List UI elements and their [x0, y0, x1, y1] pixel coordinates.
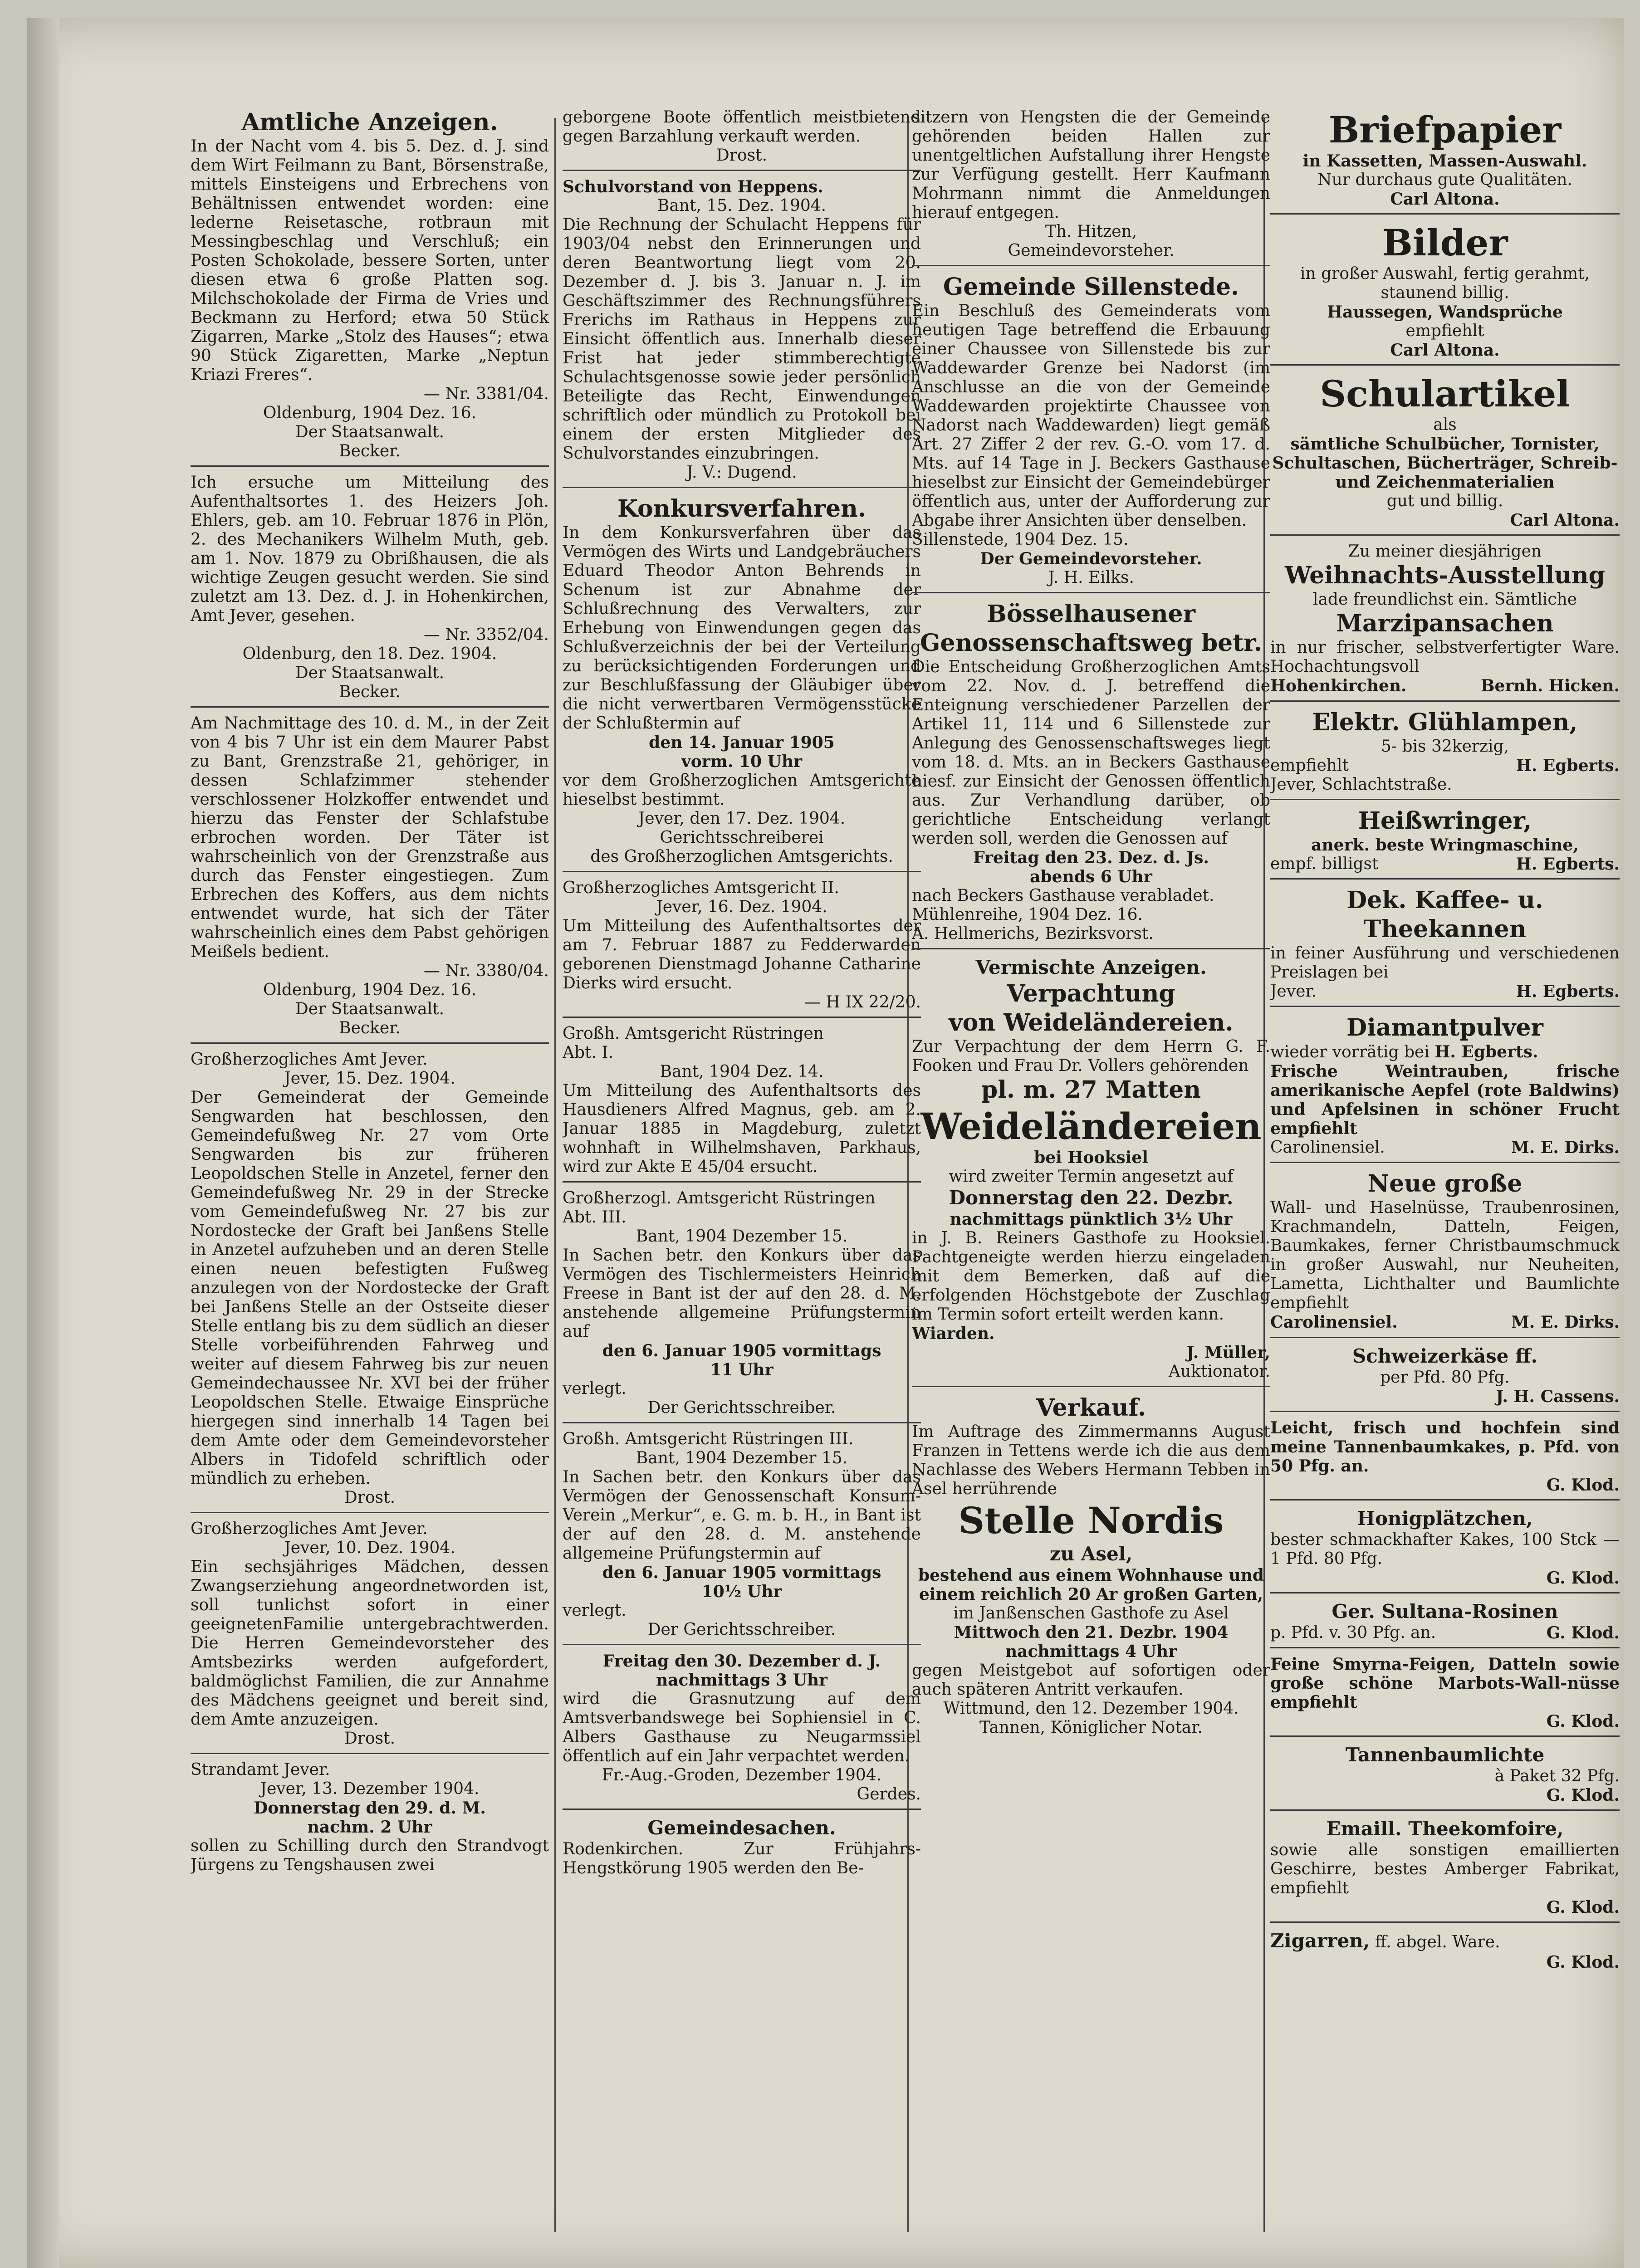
notice-signature: Becker.: [339, 683, 401, 701]
advert-text: Leicht, frisch und hochfein sind meine Tannenbaumkakes, p. Pfd. von 50 Pfg. an.: [1270, 1418, 1620, 1476]
advert-title: Emaill. Theekomfoire,: [1326, 1818, 1564, 1840]
notice-signature: Drost.: [716, 146, 768, 165]
honig-advert: [1270, 1503, 1620, 1593]
advert-title: Dek. Kaffee- u. Theekannen: [1346, 886, 1543, 943]
notice-signature: A. Hellmerichs, Bezirksvorst.: [912, 924, 1154, 943]
advert-signature: G. Klod.: [1546, 1569, 1620, 1588]
notice-date: Jever, den 17. Dez. 1904.: [638, 809, 846, 828]
notice-text: Die Rechnung der Schulacht Heppens für 1903/04 nebst den Erinnerungen und deren Beantwortung liegt vom 20. Dezember d. J. bis 3. Januar n. J. im Geschäftszimmer des Rechnungsführers Frerichs im Rathaus in Heppens zur Einsicht öffentlich aus. Innerhalb dieser Frist hat jeder stimmberechtigte Schulachtsgenosse sowie jeder persönlich Beteiligte das Recht, Einwendungen schriftlich oder mündlich zu Protokoll bei einem der ersten Mitglieder des Schulvorstandes einzubringen.: [563, 215, 921, 463]
advert-signature: H. Egberts.: [1516, 756, 1620, 775]
advert-text: als: [1433, 415, 1457, 434]
notice-signature: Gerdes.: [857, 1785, 921, 1804]
grass-lease-notice: [563, 1648, 921, 1810]
notice-text: In Sachen betr. den Konkurs über das Vermögen des Tischlermeisters Heinrich Freese in Bant ist der auf den 28. d. M. anstehende allgemeine Prüfungstermin auf: [563, 1246, 921, 1341]
pacht-advert: [912, 952, 1270, 1387]
advert-text: im Janßenschen Gasthofe zu Asel: [953, 1604, 1229, 1623]
advert-signature: Carl Altona.: [1390, 190, 1500, 209]
lichte-advert: [1270, 1740, 1620, 1811]
burglary-notice: [191, 710, 549, 1044]
advert-text: 5- bis 32kerzig,: [1381, 737, 1509, 756]
advert-text: in großer Auswahl, fertig gerahmt, staunend billig.: [1300, 264, 1590, 302]
event-date: den 6. Januar 1905 vormittags: [602, 1341, 881, 1360]
neue-advert: [1270, 1166, 1620, 1338]
advert-place: Carolinensiel.: [1270, 1138, 1385, 1157]
advert-title: Briefpapier: [1328, 108, 1562, 151]
advert-signature: G. Klod.: [1546, 1953, 1620, 1972]
advert-text: Zur Verpachtung der dem Herrn G. F. Fooken und Frau Dr. Vollers gehörenden: [912, 1037, 1270, 1075]
notice-date: Oldenburg, den 18. Dez. 1904.: [242, 645, 497, 663]
zigarren-advert: [1270, 1926, 1620, 1976]
reference-number: — Nr. 3352/04.: [423, 626, 549, 644]
event-date: Mittwoch den 21. Dezbr. 1904: [954, 1623, 1229, 1642]
advert-signature: G. Klod.: [1546, 1476, 1620, 1495]
advert-title: Neue große: [1367, 1170, 1523, 1198]
notice-signature: J. V.: Dugend.: [686, 463, 797, 482]
strand-notice-continued: [563, 104, 921, 171]
hengst-notice-continued: [912, 104, 1270, 266]
notice-text: Rodenkirchen. Zur Frühjahrs-Hengstkörung 1905 werden den Be-: [563, 1840, 921, 1877]
notice-office: Großherzogliches Amtsgericht II.: [563, 879, 839, 897]
notice-text: sollen zu Schilling durch den Strandvogt Jürgens zu Tengshausen zwei: [191, 1837, 549, 1874]
notice-office: des Großherzoglichen Amtsgerichts.: [590, 847, 893, 866]
advert-address: Jever, Schlachtstraße.: [1270, 775, 1452, 794]
event-time: 11 Uhr: [710, 1360, 773, 1379]
notice-text: In der Nacht vom 4. bis 5. Dez. d. J. sind dem Wirt Feilmann zu Bant, Börsenstraße, mittels Einsteigens und Erbrechens von Behältnissen entwendet worden: eine lederne Reisetasche, rotbraun mit Messingbeschlag und Verschluß; ein Posten Schokolade, bessere Sorten, unter diesen etwa 6 große Platten sog. Milchschokolade der Firma de Vries und Beckmann zu Herford; etwa 50 Stück Zigarren, Marke „Stolz des Hauses“; etwa 90 Stück Zigaretten, Marke „Neptun Kriazi Freres“.: [191, 137, 549, 384]
advert-place: Jever.: [1270, 982, 1317, 1001]
advert-signature: G. Klod.: [1546, 1786, 1620, 1805]
advert-text: bester schmackhafter Kakes, 100 Stck — 1 Pfd. 80 Pfg.: [1270, 1530, 1620, 1568]
notice-department: Abt. III.: [563, 1208, 627, 1227]
advert-subtitle: Marzipansachen: [1336, 610, 1554, 637]
advert-description: bestehend aus einem Wohnhause und einem reichlich 20 Ar großen Garten,: [918, 1566, 1264, 1604]
advert-place: Carolinensiel.: [1270, 1313, 1398, 1332]
notice-office: Großherzogliches Amt Jever.: [191, 1520, 428, 1538]
event-date: Donnerstag den 22. Dezbr.: [949, 1187, 1234, 1209]
notice-date: Oldenburg, 1904 Dez. 16.: [263, 404, 477, 422]
notice-office: Großh. Amtsgericht Rüstringen: [563, 1024, 824, 1043]
event-time: nachm. 2 Uhr: [307, 1818, 432, 1837]
notice-signature: Becker.: [339, 442, 401, 460]
advert-title: Elektr. Glühlampen,: [1312, 709, 1578, 736]
advert-title: Tannenbaumlichte: [1345, 1744, 1545, 1766]
notice-department: Abt. I.: [563, 1043, 614, 1062]
advert-title: Zigarren,: [1270, 1930, 1370, 1952]
event-time: abends 6 Uhr: [1030, 867, 1152, 886]
email-advert: [1270, 1813, 1620, 1923]
advert-text: ff. abgel. Ware.: [1375, 1933, 1500, 1951]
kannen-advert: [1270, 882, 1620, 1007]
event-time: nachmittags pünktlich 3½ Uhr: [950, 1210, 1233, 1229]
advert-subtitle: Haussegen, Wandsprüche: [1327, 303, 1563, 322]
event-time: vorm. 10 Uhr: [681, 752, 803, 771]
notice-text: nach Beckers Gasthause verabladet.: [912, 886, 1214, 905]
notice-date: Bant, 1904 Dez. 14.: [660, 1062, 824, 1081]
notice-text: wird die Grasnutzung auf dem Amtsverbandswege bei Sophiensiel in C. Albers Gasthause zu Neugarmssiel öffentlich auf ein Jahr verpachtet werden.: [563, 1690, 921, 1765]
kaese-advert: [1270, 1341, 1620, 1412]
advert-text: in feiner Ausführung und verschiedenen Preislagen bei: [1270, 944, 1620, 982]
section-header: Bösselhausener: [987, 600, 1195, 628]
baumkakes-advert: [1270, 1415, 1620, 1501]
rosinen-advert: [1270, 1596, 1620, 1648]
notice-date: Jever, 13. Dezember 1904.: [260, 1779, 480, 1798]
theft-notice: [191, 104, 549, 467]
strand-notice: [191, 1757, 549, 1879]
advert-title: Schweizerkäse ff.: [1352, 1345, 1538, 1367]
advert-role: Auktionator.: [1168, 1362, 1270, 1381]
road-notice: [191, 1046, 549, 1513]
column-2: [563, 104, 921, 2241]
weihnachts-advert: [1270, 538, 1620, 702]
column-4: [1270, 104, 1620, 2241]
notice-header: Schulvorstand von Heppens.: [563, 177, 823, 196]
witness-search-notice: [191, 469, 549, 708]
advert-price: à Paket 32 Pfg.: [1494, 1767, 1620, 1785]
advert-title: Schulartikel: [1320, 372, 1570, 415]
advert-title: Diamantpulver: [1346, 1014, 1543, 1041]
notice-date: Bant, 1904 Dezember 15.: [636, 1227, 848, 1246]
notice-text: sitzern von Hengsten die der Gemeinde gehörenden beiden Hallen zur unentgeltlichen Aufstallung ihrer Hengste zur Verfügung gestellt. Herr Kaufmann Mohrmann nimmt die Anmeldungen hierauf entgegen.: [912, 108, 1270, 222]
notice-text: In Sachen betr. den Konkurs über das Vermögen der Genossenschaft Konsum-Verein „Merkur“, e. G. m. b. H., in Bant ist der auf den 28. d. M. anstehende allgemeine Prüfungstermin auf: [563, 1468, 921, 1563]
notice-date: Jever, 10. Dez. 1904.: [284, 1539, 455, 1557]
briefpapier-advert: [1270, 104, 1620, 215]
court-notice-ii: [563, 875, 921, 1018]
advert-text: wird zweiter Termin angesetzt auf: [949, 1167, 1234, 1186]
event-time: 10½ Uhr: [701, 1582, 782, 1601]
section-header: Gemeindesachen.: [647, 1817, 836, 1839]
column-3: [912, 104, 1270, 2241]
advert-text: wieder vorrätig bei: [1270, 1043, 1429, 1061]
verkauf-advert: [912, 1390, 1270, 1742]
advert-text: lade freundlichst ein. Sämtliche: [1312, 590, 1577, 609]
advert-place: Wittmund, den 12. Dezember 1904.: [943, 1699, 1239, 1718]
notice-text: verlegt.: [563, 1601, 627, 1620]
advert-text: in nur frischer, selbstverfertigter Ware. Hochachtungsvoll: [1270, 638, 1620, 676]
advert-text: empf. billigst: [1270, 855, 1379, 873]
advert-text: Nur durchaus gute Qualitäten.: [1317, 171, 1572, 189]
advert-signature: G. Klod.: [1546, 1898, 1620, 1917]
notice-signature: Becker.: [339, 1019, 401, 1037]
advert-location: bei Hooksiel: [1034, 1148, 1148, 1167]
advert-signature: J. Müller,: [1186, 1343, 1270, 1362]
event-date: den 6. Januar 1905 vormittags: [602, 1563, 881, 1582]
advert-title: Bilder: [1382, 221, 1508, 264]
advert-title: von Weideländereien.: [949, 1009, 1234, 1036]
notice-text: Um Mitteilung des Aufenthaltsorts des Hausdieners Alfred Magnus, geb. am 2. Januar 1885 in Magdeburg, zuletzt wohnhaft in Wilhelmshaven, Parkhaus, wird zur Akte E 45/04 ersucht.: [563, 1081, 921, 1176]
advert-text: gegen Meistgebot auf sofortigen oder auch späteren Antritt verkaufen.: [912, 1661, 1270, 1699]
advert-text: in J. B. Reiners Gasthofe zu Hooksiel. Pachtgeneigte werden hierzu eingeladen mit dem Bemerken, daß auf die erfolgenden Höchstgebote der Zuschlag im Termin sofort erteilt werden kann.: [912, 1229, 1270, 1324]
notice-text: In dem Konkursverfahren über das Vermögen des Wirts und Landgebräuchers Eduard Theodor Anton Behrends in Schenum ist zur Abnahme der Schlußrechnung des Verwalters, zur Erhebung von Einwendungen gegen das Schlußverzeichnis der bei der Verteilung zu berücksichtigenden Forderungen und zur Beschlußfassung der Gläubiger über die nicht verwertbaren Vermögensstücke der Schlußtermin auf: [563, 523, 921, 733]
page-binding: [27, 18, 59, 2268]
advert-signature: Tannen, Königlicher Notar.: [979, 1718, 1203, 1737]
advert-signature: M. E. Dirks.: [1511, 1138, 1620, 1157]
notice-text: Um Mitteilung des Aufenthaltsortes der am 7. Februar 1887 zu Fedderwarden geborenen Dienstmagd Johanne Catharine Dierks wird ersucht.: [563, 917, 921, 992]
feigen-advert: [1270, 1651, 1620, 1737]
advert-signature: G. Klod.: [1546, 1623, 1620, 1642]
notice-office: Strandamt Jever.: [191, 1760, 330, 1779]
notice-date: Fr.-Aug.-Groden, Dezember 1904.: [602, 1766, 882, 1784]
notice-office: Der Staatsanwalt.: [295, 423, 445, 441]
advert-title: Verkauf.: [1036, 1394, 1146, 1422]
section-header: Vermischte Anzeigen.: [975, 956, 1207, 978]
notice-role: Gemeindevorsteher.: [1008, 241, 1175, 260]
school-notice: [563, 174, 921, 488]
notice-text: geborgene Boote öffentlich meistbietend gegen Barzahlung verkauft werden.: [563, 108, 921, 146]
reference-number: — Nr. 3381/04.: [423, 385, 549, 403]
event-date: Freitag den 23. Dez. d. Js.: [973, 848, 1209, 867]
notice-text: Ein Beschluß des Gemeinderats vom heutigen Tage betreffend die Erbauung einer Chaussee von Sillenstede bis zur Waddewarder Grenze bei Nadorst (im Anschlusse an die von der Gemeinde Waddewarden projektirte Chaussee von Nadorst nach Waddewarden) liegt gemäß Art. 27 Ziffer 2 der rev. G.-O. vom 17. d. Mts. auf 14 Tage in J. Beckers Gasthause hieselbst zur Einsicht der Gemeindebürger öffentlich aus, unter der Aufforderung zur Abgabe ihrer Ansichten über denselben.: [912, 302, 1270, 530]
advert-signature: Bernh. Hicken.: [1481, 676, 1620, 695]
notice-signature: Th. Hitzen,: [1045, 222, 1137, 241]
advert-title: Verpachtung: [1007, 980, 1175, 1007]
advert-price: p. Pfd. v. 30 Pfg. an.: [1270, 1623, 1436, 1642]
notice-date: Jever, 16. Dez. 1904.: [656, 898, 827, 916]
schulartikel-advert: [1270, 368, 1620, 536]
advert-title: Heißwringer,: [1358, 807, 1532, 835]
notice-date: Bant, 15. Dez. 1904.: [657, 196, 827, 215]
notice-office: Großherzogliches Amt Jever.: [191, 1050, 428, 1069]
advert-signature: G. Klod.: [1546, 1712, 1620, 1731]
notice-date: Oldenburg, 1904 Dez. 16.: [263, 981, 477, 999]
court-notice-ruestringen-iii-merkur: [563, 1426, 921, 1645]
notice-text: vor dem Großherzoglichen Amtsgerichte hieselbst bestimmt.: [563, 771, 921, 809]
advert-signature: H. Egberts.: [1434, 1042, 1538, 1061]
event-date: den 14. Januar 1905: [649, 733, 835, 752]
notice-date: Jever, 15. Dez. 1904.: [284, 1069, 455, 1088]
notice-office: Großherzogl. Amtsgericht Rüstringen: [563, 1189, 876, 1207]
section-header: Genossenschaftsweg betr.: [920, 629, 1263, 657]
notice-office: Gerichtsschreiberei: [660, 828, 824, 847]
konkurs-notice: [563, 491, 921, 872]
advert-title: Honigplätzchen,: [1357, 1507, 1533, 1530]
advert-place: Wiarden.: [912, 1324, 995, 1343]
notice-signature: Der Gerichtsschreiber.: [647, 1620, 836, 1639]
advert-text: Feine Smyrna-Feigen, Datteln sowie große schöne Marbots-Wall-nüsse empfiehlt: [1270, 1655, 1620, 1712]
notice-date: Bant, 1904 Dezember 15.: [636, 1449, 848, 1467]
section-header: Gemeinde Sillenstede.: [943, 273, 1239, 301]
notice-text: Am Nachmittage des 10. d. M., in der Zeit von 4 bis 7 Uhr ist ein dem Maurer Pabst zu Bant, Grenzstraße 21, gehöriger, in dessen Schlafzimmer stehender verschlossener Holzkoffer entwendet und hierzu das Fenster der Schlafstube erbrochen worden. Der Täter ist wahrscheinlich von der Grenzstraße aus durch das Fenster eingestiegen. Zum Erbrechen des Koffers, aus dem nichts entwendet wurde, hat sich der Täter wahrscheinlich eines dem Pabst gehörigen Meißels bedient.: [191, 714, 549, 961]
column-1: [191, 104, 549, 2241]
gemeinde-section: [563, 1813, 921, 1882]
advert-highlight: pl. m. 27 Matten: [981, 1076, 1201, 1104]
advert-location: zu Asel,: [1049, 1543, 1133, 1565]
advert-signature: Carl Altona.: [1390, 341, 1500, 360]
reference-number: — H IX 22/20.: [804, 993, 921, 1012]
notice-office: Der Staatsanwalt.: [295, 664, 445, 682]
bilder-advert: [1270, 217, 1620, 366]
event-time: nachmittags 4 Uhr: [1005, 1642, 1177, 1661]
advert-signature: H. Egberts.: [1516, 855, 1620, 874]
reference-number: — Nr. 3380/04.: [423, 962, 549, 980]
girl-placement-notice: [191, 1516, 549, 1754]
notice-text: Die Entscheidung Großherzoglichen Amts vom 22. Nov. d. J. betreffend die Enteignung verschiedener Parzellen der Artikel 11, 114 und 6 Sillenstede zur Anlegung des Genossenschaftsweges liegt vom 18. d. Mts. an in Beckers Gasthause hiesf. zur Einsicht der Genossen öffentlich aus. Zur Verhandlung darüber, ob gerichtliche Entscheidung verlangt werden soll, werden die Genossen auf: [912, 658, 1270, 848]
advert-place: Hohenkirchen.: [1270, 676, 1407, 695]
advert-items: sämtliche Schulbücher, Tornister, Schultaschen, Bücherträger, Schreib- und Zeichenmaterialien: [1272, 435, 1618, 492]
advert-text: sowie alle sonstigen emaillierten Geschirre, bestes Amberger Fabrikat, empfiehlt: [1270, 1841, 1620, 1897]
section-header: Amtliche Anzeigen.: [241, 108, 498, 136]
column-rule: [554, 118, 556, 2232]
event-date: Freitag den 30. Dezember d. J.: [602, 1652, 881, 1671]
notice-text: Ich ersuche um Mitteilung des Aufenthaltsortes 1. des Heizers Joh. Ehlers, geb. am 10. Februar 1876 in Plön, 2. des Mechanikers Wilhelm Muth, geb. am 1. Nov. 1879 zu Obrißhausen, die als wichtige Zeugen gesucht werden. Sie sind zuletzt am 13. Dez. d. J. in Hohenkirchen, Amt Jever, gesehen.: [191, 473, 549, 625]
advert-title: Weihnachts-Ausstellung: [1285, 562, 1605, 589]
advert-text: empfiehlt: [1405, 322, 1484, 340]
notice-text: Der Gemeinderat der Gemeinde Sengwarden hat beschlossen, den Gemeindefußweg Nr. 27 vom Orte Sengwarden bis zur früheren Leopoldschen Stelle in Anzetel, ferner den Gemeindefußweg Nr. 29 in der Strecke vom Gemeindefußweg Nr. 27 bis zur Nordostecke der Graft bei Janßens Stelle in Anzetel aufzuheben und an deren Stelle einen neuen befestigten Fußweg anzulegen von der Nordostecke der Graft bei Janßens Stelle an der Ostseite dieser Stelle entlang bis zu dem südlich an dieser Stelle vorbeiführenden Fahrweg und weiter auf diesem Fahrweg bis zur neuen Gemeindechaussee Nr. XVI bei der früher Leopoldschen Stelle. Etwaige Einsprüche hiergegen sind innerhalb 14 Tagen bei dem Amte oder dem Gemeindevorsteher Albers in Tidofeld schriftlich oder mündlich zu erheben.: [191, 1088, 549, 1488]
advert-subtitle: in Kassetten, Massen-Auswahl.: [1302, 152, 1587, 171]
gluehlampen-advert: [1270, 704, 1620, 800]
advert-highlight: Stelle Nordis: [958, 1499, 1224, 1542]
heisswringer-advert: [1270, 803, 1620, 880]
notice-office: Der Staatsanwalt.: [295, 1000, 445, 1018]
sillenstede-notice: [912, 269, 1270, 593]
advert-text: gut und billig.: [1386, 492, 1503, 510]
advert-text: Zu meiner diesjährigen: [1348, 542, 1542, 561]
event-date: Donnerstag den 29. d. M.: [254, 1799, 486, 1818]
advert-signature: H. Egberts.: [1516, 982, 1620, 1001]
notice-signature: Drost.: [344, 1729, 396, 1748]
notice-office: Großh. Amtsgericht Rüstringen III.: [563, 1430, 854, 1448]
advert-text: Wall- und Haselnüsse, Traubenrosinen, Krachmandeln, Datteln, Feigen, Baumkakes, ferner Christbaumschmuck in großer Auswahl, nur Neuheiten, Lametta, Lichthalter und Baumlichte empfiehlt: [1270, 1198, 1620, 1312]
court-notice-ruestringen-i: [563, 1021, 921, 1183]
advert-text: empfiehlt: [1270, 756, 1349, 775]
notice-signature: Drost.: [344, 1488, 396, 1507]
notice-signature: J. H. Eilks.: [1048, 568, 1134, 587]
event-time: nachmittags 3 Uhr: [656, 1671, 828, 1690]
notice-office: Der Gemeindevorsteher.: [980, 549, 1202, 568]
notice-text: Ein sechsjähriges Mädchen, dessen Zwangserziehung angeordnetworden ist, soll tunlichst sofort in einer geeignetenFamilie untergebrachtwerden. Die Herren Gemeindevorsteher des Amtsbezirks werden aufgefordert, baldmöglichst Familien, die zur Annahme des Mädchens geeignet und bereit sind, dem Amte anzuzeigen.: [191, 1558, 549, 1729]
notice-signature: Der Gerichtsschreiber.: [647, 1398, 836, 1417]
notice-text: verlegt.: [563, 1379, 627, 1398]
advert-signature: M. E. Dirks.: [1511, 1313, 1620, 1332]
advert-highlight: Weideländereien: [920, 1105, 1262, 1148]
court-notice-ruestringen-iii: [563, 1185, 921, 1423]
diamantpulver-advert: [1270, 1010, 1620, 1163]
notice-date: Mühlenreihe, 1904 Dez. 16.: [912, 905, 1143, 924]
advert-price: per Pfd. 80 Pfg.: [1380, 1368, 1510, 1387]
advert-text: Frische Weintrauben, frische amerikanische Aepfel (rote Baldwins) und Apfelsinen in schöner Frucht empfiehlt: [1270, 1062, 1620, 1138]
section-header: Konkursverfahren.: [617, 495, 866, 523]
advert-signature: Carl Altona.: [1510, 511, 1620, 530]
advert-signature: J. H. Cassens.: [1496, 1387, 1620, 1406]
advert-subtitle: anerk. beste Wringmaschine,: [1311, 836, 1579, 855]
notice-date: Sillenstede, 1904 Dez. 15.: [912, 530, 1129, 549]
advert-text: Im Auftrage des Zimmermanns August Franzen in Tettens werde ich die aus dem Nachlasse des Webers Hermann Tebben in Asel herrührende: [912, 1422, 1270, 1498]
boesselhausen-notice: [912, 596, 1270, 949]
advert-title: Ger. Sultana-Rosinen: [1332, 1600, 1558, 1623]
